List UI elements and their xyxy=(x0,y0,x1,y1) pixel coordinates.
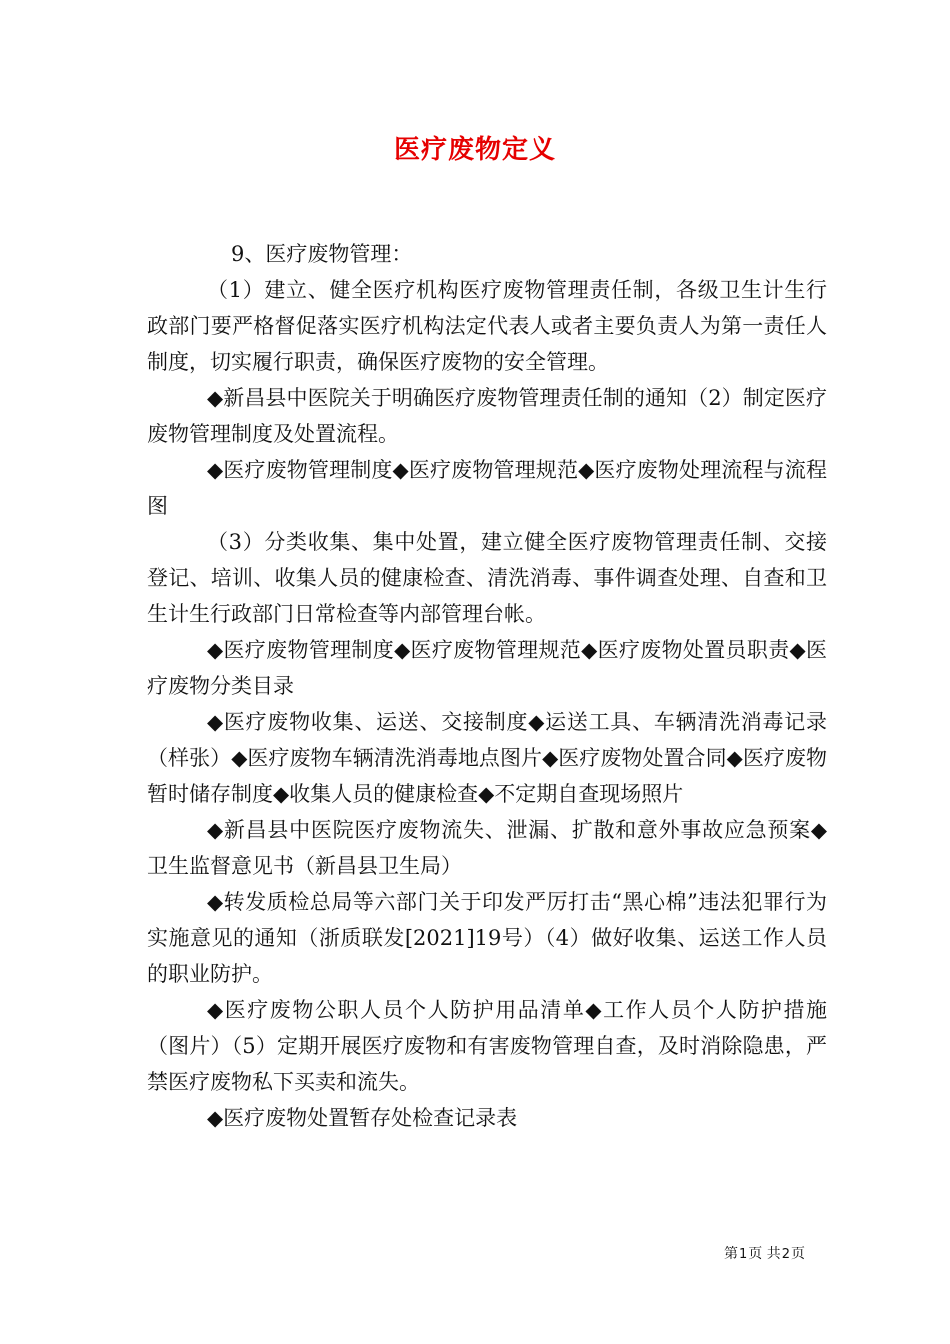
paragraph-responsibility: （1）建立、健全医疗机构医疗废物管理责任制，各级卫生计生行政部门要严格督促落实医疗机构法定代表人或者主要负责人为第一责任人制度，切实履行职责，确保医疗废物的安全管理。 xyxy=(147,278,827,374)
footer-suffix: 页 xyxy=(791,1246,805,1262)
paragraph-collection-transport: ◆医疗废物收集、运送、交接制度◆运送工具、车辆清洗消毒记录（样张）◆医疗废物车辆清洗消毒地点图片◆医疗废物处置合同◆医疗废物暂时储存制度◆收集人员的健康检查◆不定期自查现场照片 xyxy=(147,710,827,806)
document-title: 医疗废物定义 xyxy=(393,135,556,165)
paragraph-emergency-plan: ◆新昌县中医院医疗废物流失、泄漏、扩散和意外事故应急预案◆卫生监督意见书（新昌县卫生局） xyxy=(147,818,827,878)
paragraph-forwarded-notice: ◆转发质检总局等六部门关于印发严厉打击“黑心棉”违法犯罪行为实施意见的通知（浙质联发[2021]19号）（4）做好收集、运送工作人员的职业防护。 xyxy=(147,890,827,986)
paragraph-rules-duties: ◆医疗废物管理制度◆医疗废物管理规范◆医疗废物处置员职责◆医疗废物分类目录 xyxy=(147,638,827,698)
paragraph-notice-system: ◆新昌县中医院关于明确医疗废物管理责任制的通知（2）制定医疗废物管理制度及处置流程。 xyxy=(147,386,827,446)
footer-current-page: 1 xyxy=(738,1247,748,1262)
paragraph-management-rules: ◆医疗废物管理制度◆医疗废物管理规范◆医疗废物处理流程与流程图 xyxy=(147,458,827,518)
footer-prefix: 第 xyxy=(723,1246,738,1262)
footer-total-pages: 2 xyxy=(781,1247,790,1262)
document-body xyxy=(147,236,827,1136)
paragraph-classification: （3）分类收集、集中处置，建立健全医疗废物管理责任制、交接登记、培训、收集人员的健康检查、清洗消毒、事件调查处理、自查和卫生计生行政部门日常检查等内部管理台帐。 xyxy=(147,530,827,626)
footer-middle: 页 共 xyxy=(748,1246,781,1262)
paragraph-protection: ◆医疗废物公职人员个人防护用品清单◆工作人员个人防护措施（图片）（5）定期开展医疗废物和有害废物管理自查，及时消除隐患，严禁医疗废物私下买卖和流失。 xyxy=(147,998,827,1094)
page-number-footer xyxy=(724,1244,805,1265)
paragraph-section-heading: 9、医疗废物管理： xyxy=(231,242,413,266)
paragraph-inspection-record: ◆医疗废物处置暂存处检查记录表 xyxy=(207,1106,518,1130)
